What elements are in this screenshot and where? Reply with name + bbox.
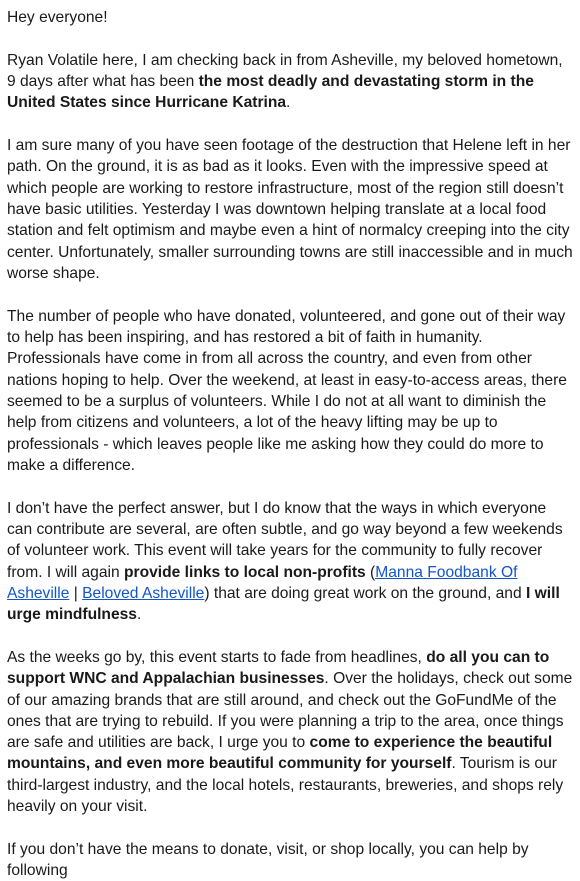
following-paragraph: If you don’t have the means to donate, visit, or shop locally, you can help by following [7, 840, 529, 880]
storm-emphasis: the most deadly and devastating storm in the United States since Hurricane Katrina [7, 73, 534, 112]
beloved-asheville-link[interactable]: Beloved Asheville [82, 584, 205, 602]
nonprofit-links-emphasis: provide links to local non-profits [124, 563, 366, 581]
destruction-paragraph: I am sure many of you have seen footage of the destruction that Helene left in her path. On the ground, it is as bad as it looks. Even with the impressive speed at which people are working to restore infrastructure, most of the region still doesn’t have basic utilities. Yesterday I was downtown helping translate at a local food station and felt optimism and maybe even a hint of normalcy creeping into the city center. Unfortunately, smaller surrounding towns are still inaccessible and in much worse shape. [7, 137, 573, 282]
support-businesses-emphasis: do all you can to support WNC and Appalachian businesses [7, 648, 550, 688]
intro-paragraph: Ryan Volatile here, I am checking back in from Asheville, my beloved hometown, 9 days after what has been the most deadly and devastating storm in the United States since Hurricane Katrina. [7, 51, 563, 112]
visit-community-emphasis: come to experience the beautiful mountains, and even more beautiful community for yourself [7, 734, 553, 773]
volunteers-paragraph: The number of people who have donated, volunteered, and gone out of their way to help has been inspiring, and has restored a bit of faith in humanity. Professionals have come in from all across the country, and even from other nations hoping to help. Over the weekend, at least in easy-to-access areas, there seemed to be a surplus of volunteers. While I do not at all want to diminish the help from citizens and volunteers, a lot of the heavy lifting may be up to professionals - which leaves people like me asking how they could do more to make a difference. [7, 307, 567, 474]
nonprofits-paragraph: I don’t have the perfect answer, but I do know that the ways in which everyone can contribute are several, are often subtle, and go way beyond a few weekends of volunteer work. This event will take years for the community to fully recover from. I will again provide links to local non-profits (Manna Foodbank Of Asheville | Beloved Asheville) that are doing great work on the ground, and I will urge mindfulness. [7, 499, 563, 624]
greeting-paragraph: Hey everyone! [7, 9, 108, 26]
manna-foodbank-link[interactable]: Manna Foodbank Of Asheville [7, 563, 518, 602]
mindfulness-emphasis: I will urge mindfulness [7, 584, 560, 624]
businesses-paragraph: As the weeks go by, this event starts to fade from headlines, do all you can to support WNC and Appalachian businesses. Over the holidays, check out some of our amazing brands that are still around, and check out the GoFundMe of the ones that are trying to rebuild. If you were planning a trip to the area, once things are safe and utilities are back, I urge you to come to experience the beautiful mountains, and even more beautiful community for yourself. Tourism is our third-largest industry, and the local hotels, restaurants, breweries, and shops rely heavily on your visit. [7, 648, 573, 815]
